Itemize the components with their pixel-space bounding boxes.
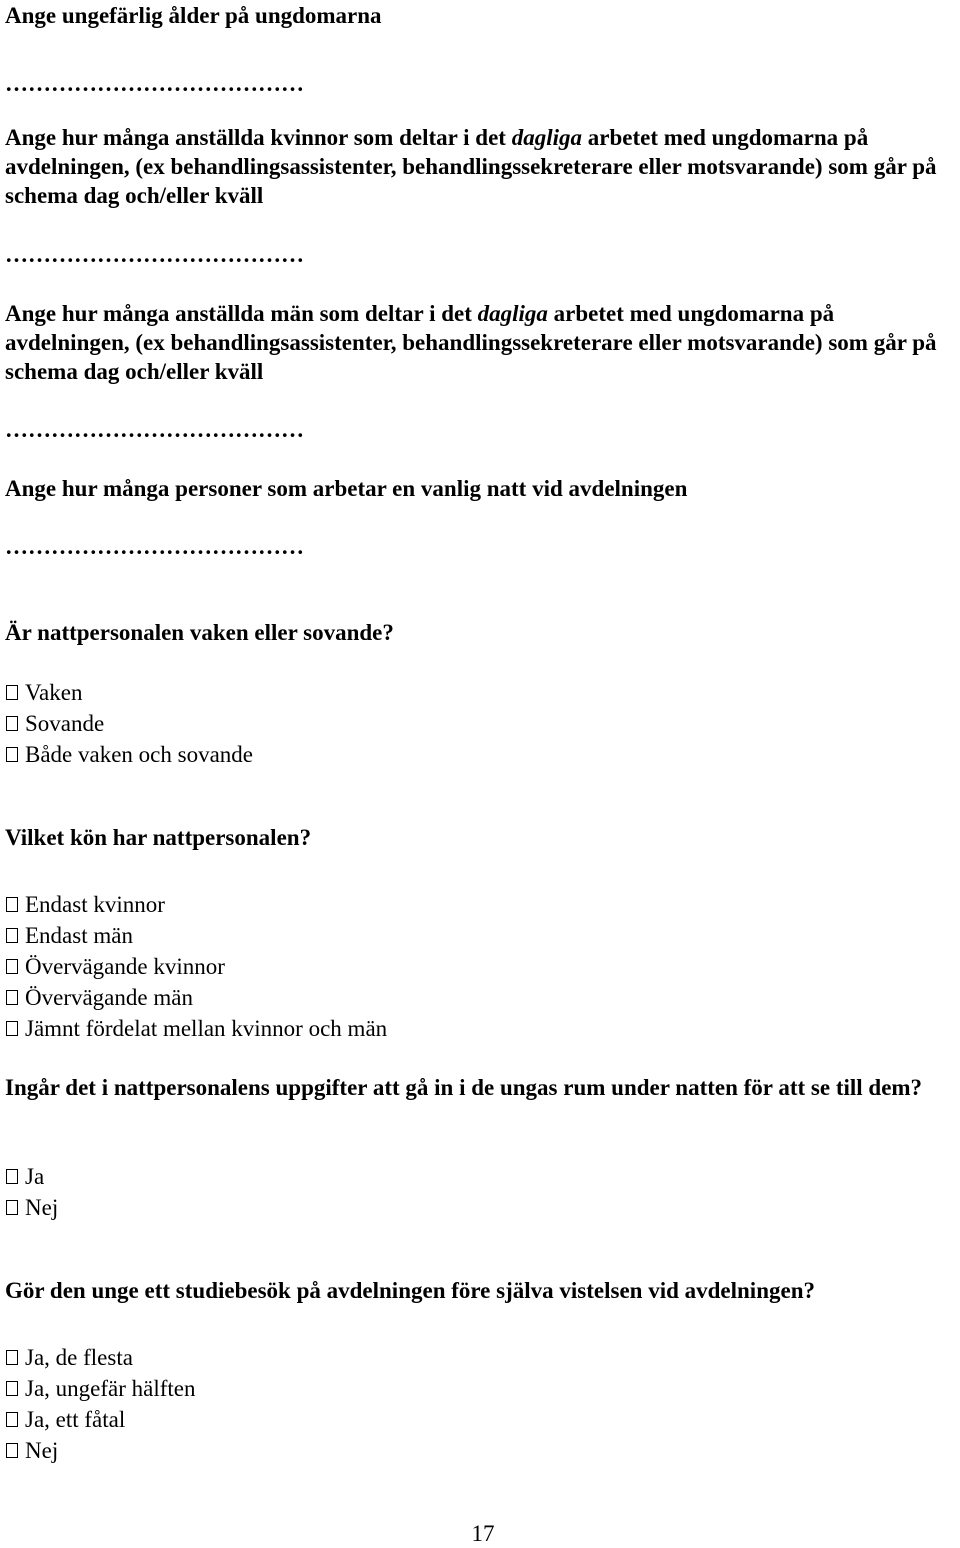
question-text: Ange hur många anställda kvinnor som deltar i det: [5, 125, 512, 150]
checkbox-square[interactable]: [6, 897, 18, 912]
checkbox-square[interactable]: [6, 1350, 18, 1365]
option-label: Ja: [25, 1164, 45, 1189]
option-label: Sovande: [25, 711, 105, 736]
option-checkbox[interactable]: [5, 982, 387, 1013]
question-emphasis: dagliga: [511, 125, 582, 150]
checkbox-square[interactable]: [6, 747, 18, 762]
option-label: Nej: [25, 1195, 59, 1220]
checkbox-square[interactable]: [6, 1443, 18, 1458]
option-label: Endast kvinnor: [25, 892, 165, 917]
option-checkbox[interactable]: [5, 739, 253, 770]
answer-line-night-staff-count[interactable]: …………………………………: [5, 534, 304, 559]
question-text: arbetet med ungdomarna på avdelningen, (ex behandlingsassistenter, behandlingssekreterare eller motsvarande) som går på schema dag och/eller kväll: [5, 125, 937, 208]
question-text: Ange hur många anställda män som deltar i det: [5, 301, 478, 326]
option-checkbox[interactable]: [5, 677, 253, 708]
option-label: Nej: [25, 1438, 59, 1463]
checkbox-square[interactable]: [6, 959, 18, 974]
option-checkbox[interactable]: [5, 1161, 58, 1192]
options-night-room-checks: [5, 1161, 58, 1223]
options-night-staff-awake: [5, 677, 253, 770]
checkbox-square[interactable]: [6, 716, 18, 731]
option-label: Vaken: [25, 680, 83, 705]
question-study-visit: Gör den unge ett studiebesök på avdelningen före själva vistelsen vid avdelningen?: [5, 1278, 815, 1303]
question-night-room-checks: Ingår det i nattpersonalens uppgifter att gå in i de ungas rum under natten för att se till dem?: [5, 1075, 923, 1100]
option-label: Övervägande kvinnor: [25, 954, 225, 979]
option-label: Jämnt fördelat mellan kvinnor och män: [25, 1016, 388, 1041]
question-night-staff-awake: Är nattpersonalen vaken eller sovande?: [5, 620, 394, 645]
checkbox-square[interactable]: [6, 1412, 18, 1427]
answer-line-age[interactable]: …………………………………: [5, 71, 304, 96]
page-number: 17: [471, 1521, 495, 1546]
option-checkbox[interactable]: [5, 920, 387, 951]
option-label: Övervägande män: [25, 985, 193, 1010]
checkbox-square[interactable]: [6, 928, 18, 943]
question-age: Ange ungefärlig ålder på ungdomarna: [5, 3, 382, 28]
answer-line-male-day-staff[interactable]: …………………………………: [5, 417, 304, 442]
option-checkbox[interactable]: [5, 1404, 196, 1435]
option-label: Ja, ett fåtal: [25, 1407, 126, 1432]
options-study-visit: [5, 1342, 196, 1466]
option-label: Endast män: [25, 923, 133, 948]
option-label: Både vaken och sovande: [25, 742, 254, 767]
option-checkbox[interactable]: [5, 1192, 58, 1223]
options-night-staff-gender: [5, 889, 387, 1044]
checkbox-square[interactable]: [6, 685, 18, 700]
option-checkbox[interactable]: [5, 708, 253, 739]
question-text: arbetet med ungdomarna på avdelningen, (ex behandlingsassistenter, behandlingssekreterare eller motsvarande) som går på schema dag och/eller kväll: [5, 301, 937, 384]
checkbox-square[interactable]: [6, 1021, 18, 1036]
answer-line-female-day-staff[interactable]: …………………………………: [5, 242, 304, 267]
question-female-day-staff: [5, 123, 953, 210]
option-checkbox[interactable]: [5, 1342, 196, 1373]
option-label: Ja, de flesta: [25, 1345, 133, 1370]
question-male-day-staff: [5, 299, 953, 386]
option-checkbox[interactable]: [5, 951, 387, 982]
option-checkbox[interactable]: [5, 1435, 196, 1466]
question-emphasis: dagliga: [477, 301, 548, 326]
option-label: Ja, ungefär hälften: [25, 1376, 196, 1401]
checkbox-square[interactable]: [6, 1169, 18, 1184]
checkbox-square[interactable]: [6, 990, 18, 1005]
checkbox-square[interactable]: [6, 1200, 18, 1215]
option-checkbox[interactable]: [5, 889, 387, 920]
option-checkbox[interactable]: [5, 1373, 196, 1404]
question-night-staff-gender: Vilket kön har nattpersonalen?: [5, 825, 312, 850]
checkbox-square[interactable]: [6, 1381, 18, 1396]
option-checkbox[interactable]: [5, 1013, 387, 1044]
question-night-staff-count: Ange hur många personer som arbetar en vanlig natt vid avdelningen: [5, 476, 688, 501]
